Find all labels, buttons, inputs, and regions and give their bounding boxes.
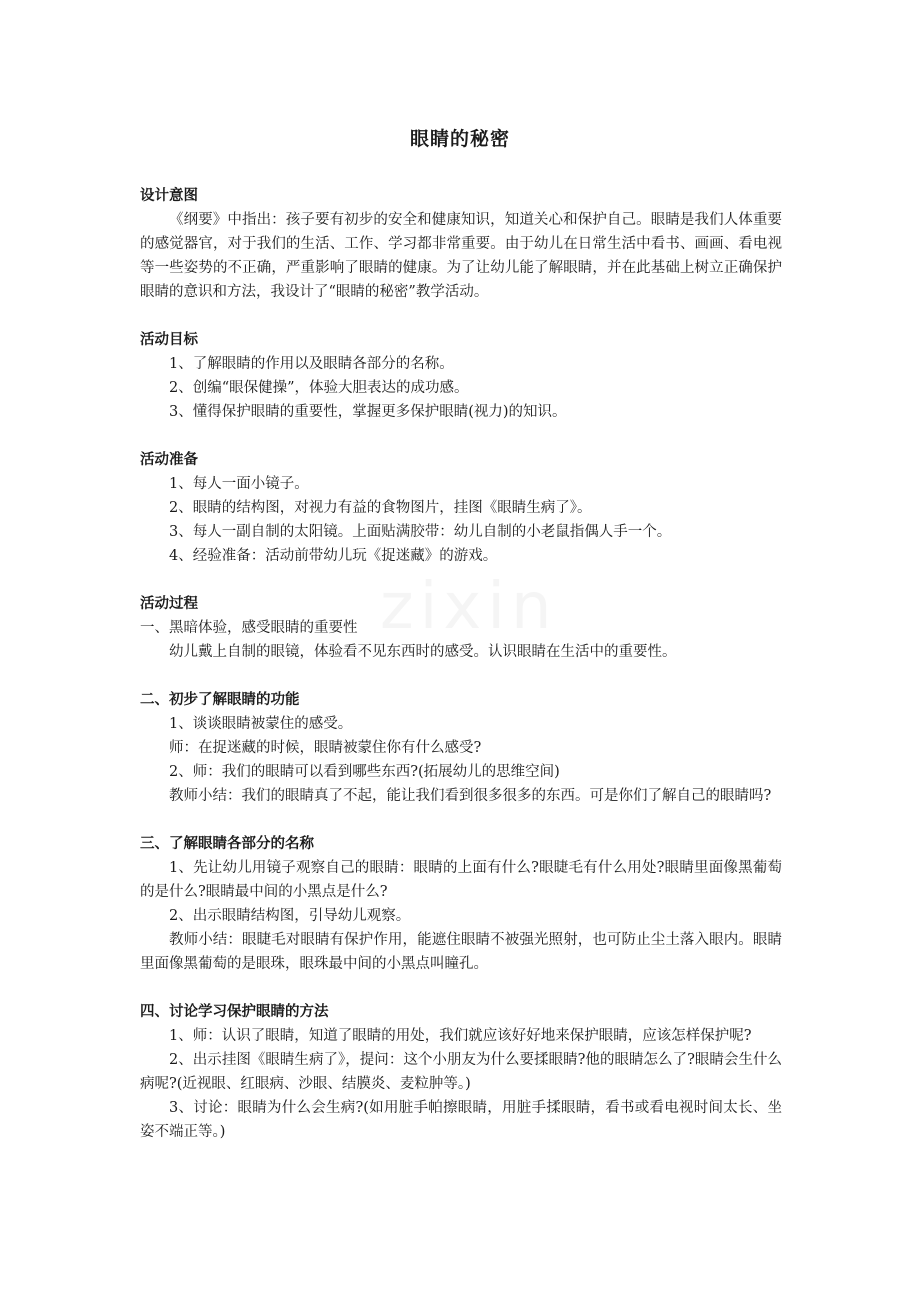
part2-line: 师：在捉迷藏的时候，眼睛被蒙住你有什么感受?: [169, 740, 482, 756]
design-paragraph: 《纲要》中指出：孩子要有初步的安全和健康知识，知道关心和保护自己。眼睛是我们人体重要的感觉器官，对于我们的生活、工作、学习都非常重要。由于幼儿在日常生活中看书、画画、看电视等一些姿势的不正确，严重影响了眼睛的健康。为了让幼儿能了解眼睛，并在此基础上树立正确保护眼睛的意识和方法，我设计了“眼睛的秘密”教学活动。: [140, 212, 782, 300]
part4-paragraph: 1、师：认识了眼睛，知道了眼睛的用处，我们就应该好好地来保护眼睛，应该怎样保护呢?: [169, 1028, 752, 1044]
prep-item: 4、经验准备：活动前带幼儿玩《捉迷藏》的游戏。: [169, 548, 498, 564]
prep-item: 1、每人一面小镜子。: [169, 476, 309, 492]
part3-paragraph: 1、先让幼儿用镜子观察自己的眼睛：眼睛的上面有什么?眼睫毛有什么用处?眼睛里面像黑葡萄的是什么?眼睛最中间的小黑点是什么?: [140, 860, 782, 900]
section-heading-process: 活动过程: [140, 596, 198, 612]
section-heading-prep: 活动准备: [140, 452, 198, 468]
part3-line: 2、出示眼睛结构图，引导幼儿观察。: [169, 908, 411, 924]
prep-item: 2、眼睛的结构图，对视力有益的食物图片，挂图《眼睛生病了》。: [169, 500, 592, 516]
prep-item: 3、每人一副自制的太阳镜。上面贴满胶带：幼儿自制的小老鼠指偶人手一个。: [169, 524, 672, 540]
section-heading-goals: 活动目标: [140, 332, 198, 348]
part2-title: 二、初步了解眼睛的功能: [140, 692, 300, 708]
part4-paragraph: 2、出示挂图《眼睛生病了》，提问：这个小朋友为什么要揉眼睛?他的眼睛怎么了?眼睛会生什么病呢?(近视眼、红眼病、沙眼、结膜炎、麦粒肿等。): [140, 1052, 782, 1092]
part2-summary: 教师小结：我们的眼睛真了不起，能让我们看到很多很多的东西。可是你们了解自己的眼睛吗?: [169, 788, 772, 804]
watermark: zixin: [380, 570, 558, 644]
part2-line: 1、谈谈眼睛被蒙住的感受。: [169, 716, 353, 732]
document-body: [140, 184, 782, 1144]
part1-title: 一、黑暗体验，感受眼睛的重要性: [140, 620, 358, 636]
part3-title: 三、了解眼睛各部分的名称: [140, 836, 314, 852]
goal-item: 1、了解眼睛的作用以及眼睛各部分的名称。: [169, 356, 454, 372]
section-heading-design: 设计意图: [140, 188, 198, 204]
part3-summary: 教师小结：眼睫毛对眼睛有保护作用，能遮住眼睛不被强光照射，也可防止尘土落入眼内。眼睛里面像黑葡萄的是眼珠，眼珠最中间的小黑点叫瞳孔。: [140, 932, 782, 972]
page-title: 眼睛的秘密: [409, 128, 510, 150]
goal-item: 2、创编“眼保健操”，体验大胆表达的成功感。: [169, 380, 469, 396]
part4-title: 四、讨论学习保护眼睛的方法: [140, 1004, 329, 1020]
part1-paragraph: 幼儿戴上自制的眼镜，体验看不见东西时的感受。认识眼睛在生活中的重要性。: [169, 644, 677, 660]
goal-item: 3、懂得保护眼睛的重要性，掌握更多保护眼睛(视力)的知识。: [169, 404, 567, 420]
part2-line: 2、师：我们的眼睛可以看到哪些东西?(拓展幼儿的思维空间): [169, 764, 560, 780]
part4-paragraph: 3、讨论：眼睛为什么会生病?(如用脏手帕擦眼睛，用脏手揉眼睛，看书或看电视时间太长、坐姿不端正等。): [140, 1100, 782, 1140]
